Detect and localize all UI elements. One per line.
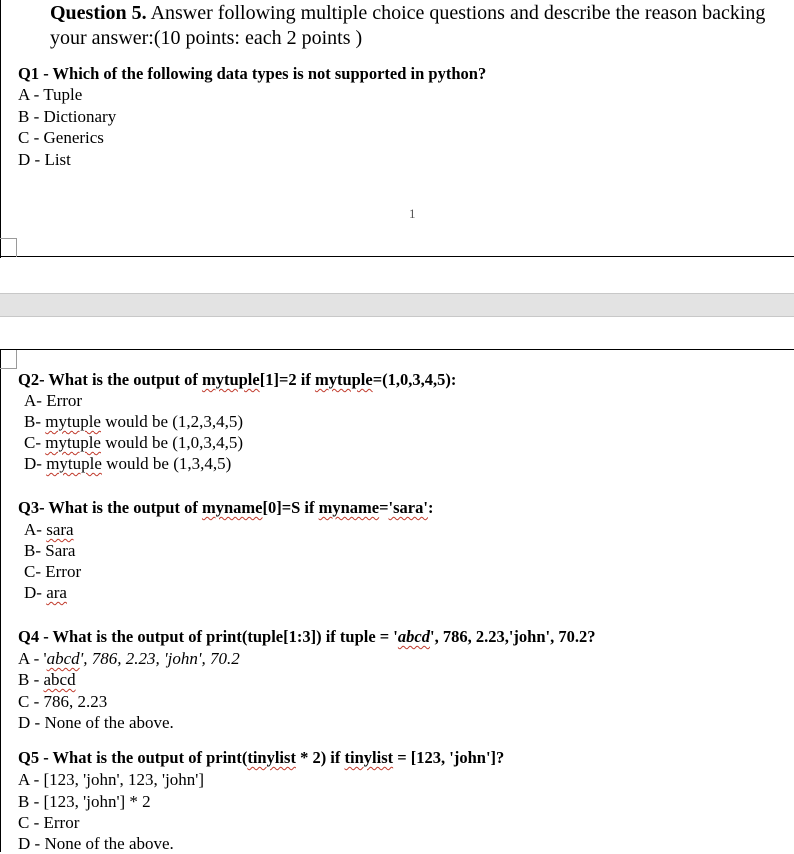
q4-option-c: C - 786, 2.23 (18, 692, 108, 711)
page-2-left-border (0, 349, 1, 852)
question5-instruction: Answer following multiple choice questions and describe the reason backing (146, 2, 766, 24)
q2-question: Q2- What is the output of mytuple[1]=2 if mytuple=(1,0,3,4,5): (18, 370, 457, 389)
page-1-crop-mark (0, 238, 17, 257)
q1-question: Q1 - Which of the following data types is not supported in python? (18, 64, 487, 83)
q1-option-b: B - Dictionary (18, 107, 117, 126)
q5-option-c: C - Error (18, 813, 80, 832)
q3-option-b: B- Sara (24, 541, 76, 560)
q2-option-b: B- mytuple would be (1,2,3,4,5) (24, 412, 244, 431)
q5-option-b: B - [123, 'john'] * 2 (18, 792, 151, 811)
q4-option-a: A - 'abcd', 786, 2.23, 'john', 70.2 (18, 649, 240, 668)
q2-option-a: A- Error (24, 391, 83, 410)
page-2-crop-mark (0, 350, 17, 369)
question5-heading (50, 1, 765, 25)
q5-question: Q5 - What is the output of print(tinylist * 2) if tinylist = [123, 'john']? (18, 748, 505, 767)
q1-option-a: A - Tuple (18, 85, 83, 104)
q4-question: Q4 - What is the output of print(tuple[1:3]) if tuple = 'abcd', 786, 2.23,'john', 70.2? (18, 627, 596, 646)
page-1-bottom-border (0, 256, 794, 257)
q4-option-d: D - None of the above. (18, 713, 174, 732)
q4-option-b: B - abcd (18, 670, 76, 689)
q3-question: Q3- What is the output of myname[0]=S if myname='sara': (18, 498, 434, 517)
question5-instruction-cont: your answer:(10 points: each 2 points ) (50, 27, 363, 49)
q3-option-a: A- sara (24, 520, 74, 539)
q3-option-c: C- Error (24, 562, 82, 581)
page-number: 1 (409, 206, 416, 221)
q3-option-d: D- ara (24, 583, 67, 602)
q2-option-c: C- mytuple would be (1,0,3,4,5) (24, 433, 244, 452)
q1-option-c: C - Generics (18, 128, 104, 147)
page-separator-band (0, 293, 794, 317)
question5-number: Question 5. (50, 2, 147, 24)
page-1-left-border (0, 0, 1, 258)
q1-option-d: D - List (18, 150, 71, 169)
q5-option-a: A - [123, 'john', 123, 'john'] (18, 770, 205, 789)
q5-option-d: D - None of the above. (18, 834, 174, 853)
q2-option-d: D- mytuple would be (1,3,4,5) (24, 454, 232, 473)
page-2-top-border (0, 349, 794, 350)
